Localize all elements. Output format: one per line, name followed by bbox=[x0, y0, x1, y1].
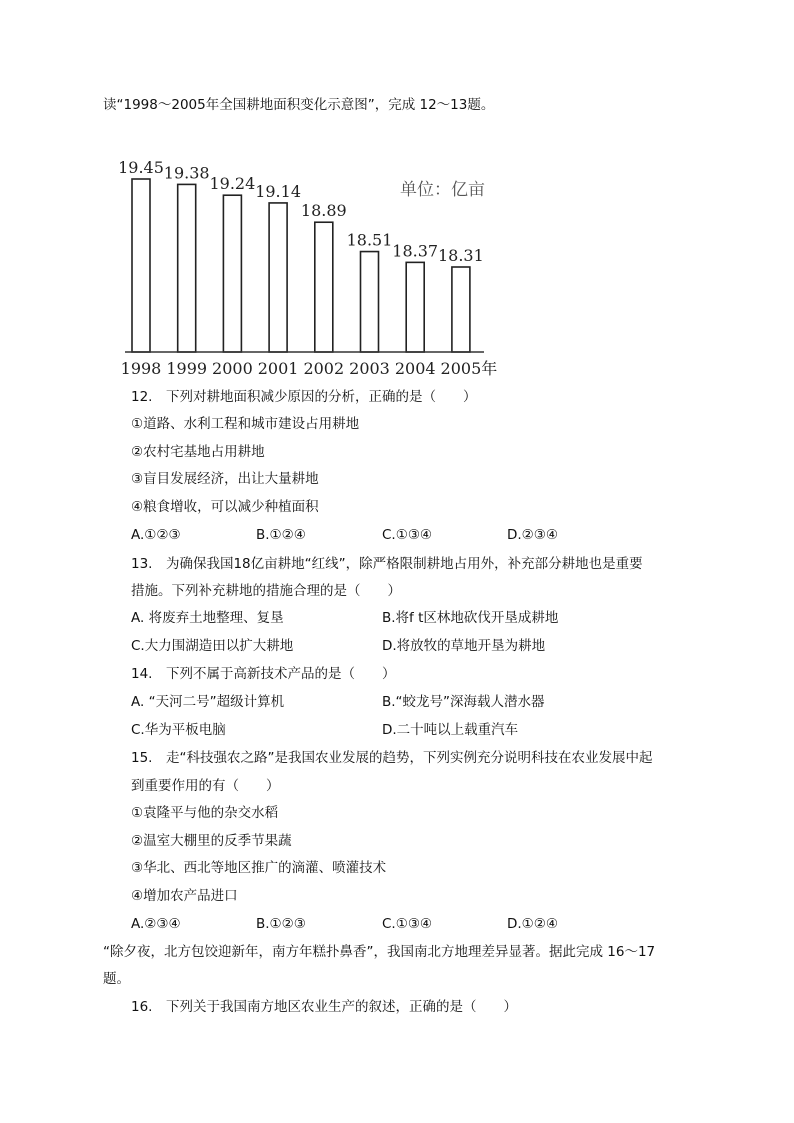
value-label-1998: 19.45 bbox=[118, 158, 164, 177]
x-tick-label: 2005年 bbox=[440, 359, 498, 378]
value-label-2004: 18.37 bbox=[392, 241, 439, 261]
q12-item-1: ①道路、水利工程和城市建设占用耕地 bbox=[131, 416, 360, 432]
value-label-2001: 19.14 bbox=[255, 181, 302, 201]
bar-2001 bbox=[269, 203, 287, 352]
intro-text: 读“1998～2005年全国耕地面积变化示意图”，完成 12～13题。 bbox=[103, 97, 495, 113]
q12-option-a[interactable]: A.①②③ bbox=[131, 527, 181, 543]
q13-stem-line-1: 13. 为确保我国18亿亩耕地“红线”，除严格限制耕地占用外，补充部分耕地也是重要 bbox=[131, 556, 643, 572]
bar-2002 bbox=[315, 222, 333, 352]
x-tick-label: 2004 bbox=[394, 359, 436, 378]
value-label-2003: 18.51 bbox=[346, 230, 393, 250]
q15-option-c[interactable]: C.①③④ bbox=[382, 916, 433, 932]
x-tick-label: 2000 bbox=[212, 359, 253, 378]
x-tick-label: 1998 bbox=[120, 359, 162, 378]
q15-stem-line-2: 到重要作用的有（ ） bbox=[131, 778, 280, 794]
q15-item-1: ①袁隆平与他的杂交水稻 bbox=[131, 805, 279, 821]
q16-stem: 16. 下列关于我国南方地区农业生产的叙述，正确的是（ ） bbox=[131, 999, 517, 1015]
bar-1998 bbox=[132, 179, 150, 352]
unit-label: 单位：亿亩 bbox=[400, 180, 485, 200]
farmland-area-bar-chart bbox=[112, 148, 512, 380]
x-tick-label: 2003 bbox=[349, 359, 390, 378]
q13-stem-line-2: 措施。下列补充耕地的措施合理的是（ ） bbox=[131, 583, 401, 599]
bar-2004 bbox=[406, 262, 424, 352]
passage-line-1: “除夕夜，北方包饺迎新年，南方年糕扑鼻香”，我国南北方地理差异显著。据此完成 16～17 bbox=[103, 944, 656, 960]
q13-option-d[interactable]: D.将放牧的草地开垦为耕地 bbox=[382, 638, 546, 654]
q14-option-a[interactable]: A. “天河二号”超级计算机 bbox=[131, 694, 285, 710]
x-tick-label: 2002 bbox=[303, 359, 345, 378]
q15-stem-line-1: 15. 走“科技强农之路”是我国农业发展的趋势，下列实例充分说明科技在农业发展中起 bbox=[131, 750, 653, 766]
q12-item-3: ③盲目发展经济，出让大量耕地 bbox=[131, 471, 319, 487]
q14-option-c[interactable]: C.华为平板电脑 bbox=[131, 722, 226, 738]
bar-2003 bbox=[361, 252, 379, 352]
x-tick-label: 2001 bbox=[257, 359, 299, 378]
q13-option-c[interactable]: C.大力围湖造田以扩大耕地 bbox=[131, 638, 294, 654]
q12-option-d[interactable]: D.②③④ bbox=[507, 527, 558, 543]
q15-item-3: ③华北、西北等地区推广的滴灌、喷灌技术 bbox=[131, 860, 387, 876]
bar-2005年 bbox=[452, 267, 470, 352]
value-label-2005年: 18.31 bbox=[437, 246, 484, 265]
q15-option-d[interactable]: D.①②④ bbox=[507, 916, 558, 932]
bar-1999 bbox=[178, 184, 196, 352]
x-tick-label: 1999 bbox=[166, 359, 208, 378]
value-label-2002: 18.89 bbox=[300, 201, 347, 221]
bar-2000 bbox=[223, 195, 241, 352]
q12-option-c[interactable]: C.①③④ bbox=[382, 527, 433, 543]
value-label-2000: 19.24 bbox=[209, 174, 256, 194]
q13-option-b[interactable]: B.将f t区林地砍伐开垦成耕地 bbox=[382, 610, 559, 626]
passage-line-2: 题。 bbox=[103, 971, 130, 987]
q12-item-2: ②农村宅基地占用耕地 bbox=[131, 444, 265, 460]
q14-stem: 14. 下列不属于高新技术产品的是（ ） bbox=[131, 666, 396, 682]
q13-option-a[interactable]: A. 将废弃土地整理、复垦 bbox=[131, 610, 284, 626]
q14-option-b[interactable]: B.“蛟龙号”深海载人潜水器 bbox=[382, 694, 545, 710]
q12-item-4: ④粮食增收，可以减少种植面积 bbox=[131, 499, 319, 515]
q15-option-a[interactable]: A.②③④ bbox=[131, 916, 181, 932]
x-tick-labels bbox=[121, 359, 498, 378]
q15-option-b[interactable]: B.①②③ bbox=[256, 916, 306, 932]
q12-stem: 12. 下列对耕地面积减少原因的分析，正确的是（ ） bbox=[131, 389, 477, 405]
value-label-1999: 19.38 bbox=[163, 163, 210, 183]
q15-item-4: ④增加农产品进口 bbox=[131, 888, 238, 904]
q14-option-d[interactable]: D.二十吨以上载重汽车 bbox=[382, 722, 519, 738]
q15-item-2: ②温室大棚里的反季节果蔬 bbox=[131, 833, 292, 849]
q12-option-b[interactable]: B.①②④ bbox=[256, 527, 306, 543]
